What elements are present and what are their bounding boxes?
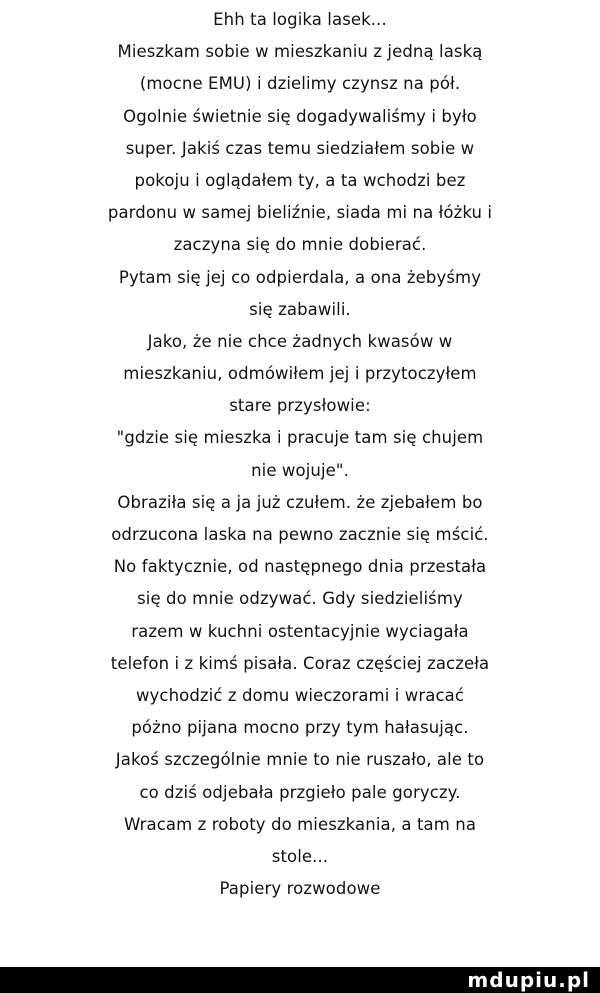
story-line-28: Papiery rozwodowe [219, 879, 381, 899]
footer-bar [0, 967, 600, 993]
story-line-9: Pytam się jej co odpierdala, a ona żebyśmy [118, 267, 482, 287]
story-line-21: telefon i z kimś pisała. Coraz częściej zaczeła [110, 653, 490, 673]
story-line-7: pardonu w samej bieliźnie, siada mi na łóżku i [107, 203, 493, 223]
story-line-10: się zabawili. [249, 299, 351, 319]
story-text [0, 4, 600, 905]
story-line-15: nie wojuje". [251, 460, 349, 480]
story-line-16: Obraziła się a ja już czułem. że zjebałem bo [117, 492, 483, 512]
story-line-5: super. Jakiś czas temu siedziałem sobie w [125, 138, 475, 158]
story-line-25: co dziś odjebała przgieło pale goryczy. [139, 782, 461, 802]
story-line-19: się do mnie odzywać. Gdy siedzieliśmy [137, 589, 463, 609]
story-line-14: "gdzie się mieszka i pracuje tam się chujem [116, 428, 484, 448]
story-line-23: póżno pijana mocno przy tym hałasując. [131, 718, 469, 738]
story-line-4: Ogolnie świetnie się dogadywaliśmy i było [123, 106, 477, 126]
story-line-3: (mocne EMU) i dzielimy czynsz na pół. [139, 74, 461, 94]
story-line-1: Ehh ta logika lasek... [213, 10, 387, 29]
story-line-2: Mieszkam sobie w mieszkaniu z jedną laską [117, 42, 483, 62]
story-line-6: pokoju i oglądałem ty, a ta wchodzi bez [134, 170, 466, 190]
story-line-17: odrzucona laska na pewno zacznie się mścić. [111, 525, 489, 544]
story-line-22: wychodzić z domu wieczorami i wracać [135, 685, 465, 705]
story-line-20: razem w kuchni ostentacyjnie wyciagała [131, 621, 469, 641]
story-line-24: Jakoś szczególnie mnie to nie ruszało, ale to [115, 750, 485, 770]
story-line-27: stole... [271, 846, 329, 866]
story-line-13: stare przysłowie: [229, 396, 371, 416]
story-line-8: zaczyna się do mnie dobierać. [173, 235, 427, 255]
story-line-12: mieszkaniu, odmówiłem jej i przytoczyłem [123, 364, 477, 384]
story-line-11: Jako, że nie chce żadnych kwasów w [147, 331, 453, 351]
story-line-26: Wracam z roboty do mieszkania, a tam na [123, 814, 477, 834]
watermark-logo: mdupiu.pl [467, 968, 590, 992]
story-line-18: No faktycznie, od następnego dnia przestała [113, 557, 487, 577]
